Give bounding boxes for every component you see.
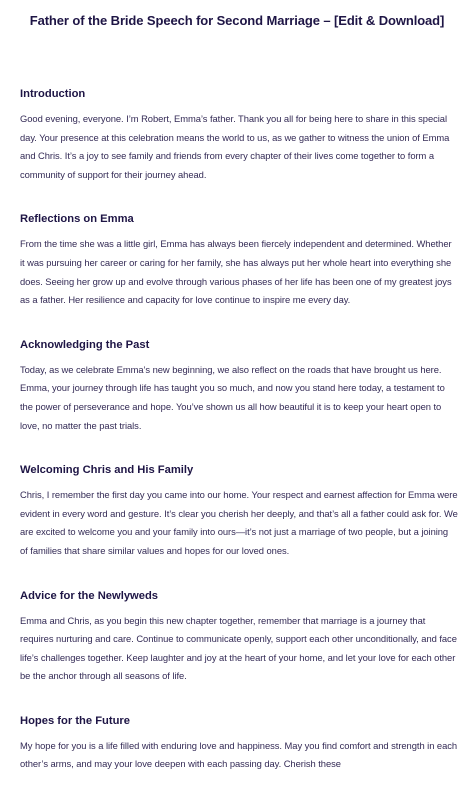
section-heading: Welcoming Chris and His Family [20, 464, 194, 477]
section-body: Emma and Chris, as you begin this new chapter together, remember that marriage is a journey that requires nurturing and care. Continue to communicate openly, support each other unconditionally, and face life’s challenges together. Keep laughter and joy at the heart of your home, and let your love for each other be the anchor through all seasons of life. [20, 614, 457, 682]
section-welcoming-chris [20, 462, 458, 560]
speech-sections [20, 86, 458, 786]
section-heading: Hopes for the Future [20, 714, 131, 727]
section-heading: Introduction [20, 88, 86, 100]
section-body: Chris, I remember the first day you came into our home. Your respect and earnest affection for Emma were evident in every word and gesture. It’s clear you cherish her deeply, and that’s all a father could ask for. We are excited to welcome you and your family into ours—it’s not just a marriage of two people, but a joining of families that share similar values and hopes for our loved ones. [20, 489, 458, 556]
document-title: Father of the Bride Speech for Second Marriage – [Edit & Download] [29, 13, 445, 28]
section-body: From the time she was a little girl, Emma has always been fiercely independent and determined. Whether it was pursuing her career or caring for her family, she has always put her whole heart into everything she does. Seeing her grow up and evolve through various phases of her life has been one of my greatest joys as a father. Her resilience and capacity for love continue to inspire me every day. [20, 238, 452, 306]
section-body: Today, as we celebrate Emma’s new beginning, we also reflect on the roads that have brought us here. Emma, your journey through life has taught you so much, and now you stand here today, a testament to the power of perseverance and hope. You’ve shown us all how beautiful it is to keep your heart open to love, no matter the past trials. [20, 363, 445, 431]
section-advice-for-newlyweds [20, 588, 458, 686]
section-heading: Reflections on Emma [20, 213, 134, 226]
section-introduction [20, 86, 458, 184]
section-reflections-on-emma [20, 211, 458, 309]
section-heading: Advice for the Newlyweds [20, 589, 159, 602]
section-body: My hope for you is a life filled with enduring love and happiness. May you find comfort and strength in each other’s arms, and may your love deepen with each passing day. Cherish these [20, 739, 458, 770]
section-heading: Acknowledging the Past [20, 338, 150, 351]
section-hopes-for-the-future [20, 713, 458, 774]
section-body: Good evening, everyone. I’m Robert, Emma’s father. Thank you all for being here to share in this special day. Your presence at this celebration means the world to us, as we gather to witness the union of Emma and Chris. It’s a joy to see family and friends from every chapter of their lives come together to form a community of support for their journey ahead. [20, 113, 450, 180]
section-acknowledging-the-past [20, 337, 458, 435]
